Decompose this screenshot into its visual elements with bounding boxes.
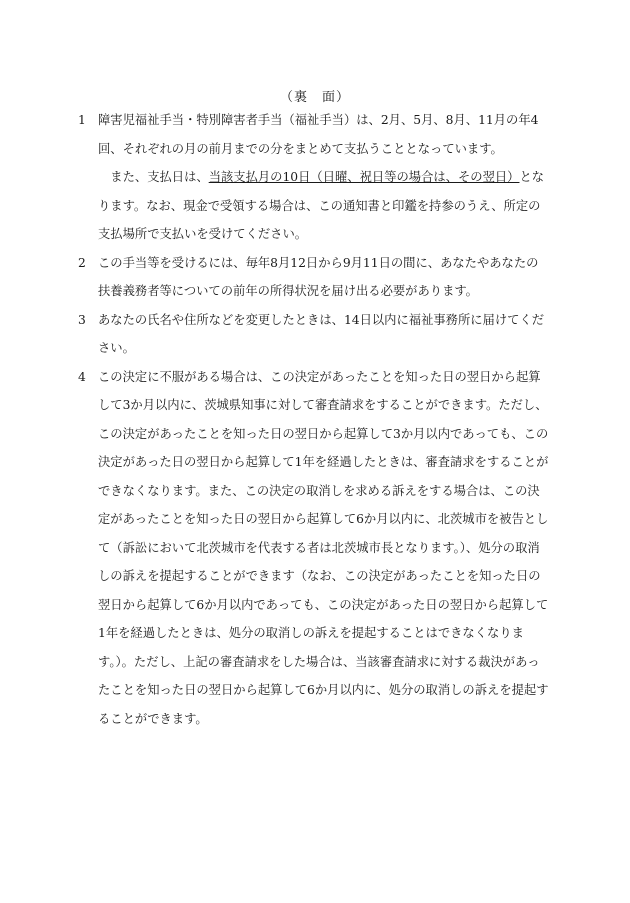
notice-item-3 [78, 306, 550, 363]
item-number: 2 [78, 255, 86, 270]
item-number: 3 [78, 312, 86, 327]
payment-date-intro: また、支払日は、 [110, 170, 209, 184]
notice-item-1 [78, 106, 550, 249]
notice-item-2 [78, 249, 550, 306]
notice-item-4 [78, 363, 550, 734]
item-paragraph: この決定に不服がある場合は、この決定があったことを知った日の翌日から起算して3か月以内に、茨城県知事に対して審査請求をすることができます。ただし、この決定があったことを知った日の翌日から起算して3か月以内であっても、この決定があった日の翌日から起算して1年を経過したときは、審査請求をすることができなくなります。また、この決定の取消しを求める訴えをする場合は、この決定があったことを知った日の翌日から起算して6か月以内に、北茨城市を被告として（訴訟において北茨城市を代表する者は北茨城市長となります。）、処分の取消しの訴えを提起することができます（なお、この決定があったことを知った日の翌日から起算して6か月以内であっても、この決定があった日の翌日から起算して1年を経過したときは、処分の取消しの訴えを提起することはできなくなります。）。ただし、上記の審査請求をした場合は、当該審査請求に対する裁決があったことを知った日の翌日から起算して6か月以内に、処分の取消しの訴えを提起することができます。 [98, 369, 549, 726]
payment-date-rest: となります。なお、現金で受領する場合は、この通知書と印鑑を持参のうえ、所定の支払場所で支払いを受けてください。 [98, 170, 545, 241]
item-paragraph: あなたの氏名や住所などを変更したときは、14日以内に福祉事務所に届けてください。 [98, 312, 545, 355]
page-title: （裏 面） [279, 90, 350, 105]
notice-content [78, 106, 550, 733]
item-number: 4 [78, 369, 86, 384]
payment-date-paragraph [98, 163, 550, 249]
item-paragraph: この手当等を受けるには、毎年8月12日から9月11日の間に、あなたやあなたの扶養義務者等についての前年の所得状況を届け出る必要があります。 [98, 255, 539, 298]
payment-date-underlined: 当該支払月の10日（日曜、祝日等の場合は、その翌日） [208, 170, 520, 184]
item-number: 1 [78, 113, 86, 127]
item-paragraph: 障害児福祉手当・特別障害者手当（福祉手当）は、2月、5月、8月、11月の年4回、それぞれの月の前月までの分をまとめて支払うこととなっています。 [98, 113, 539, 156]
